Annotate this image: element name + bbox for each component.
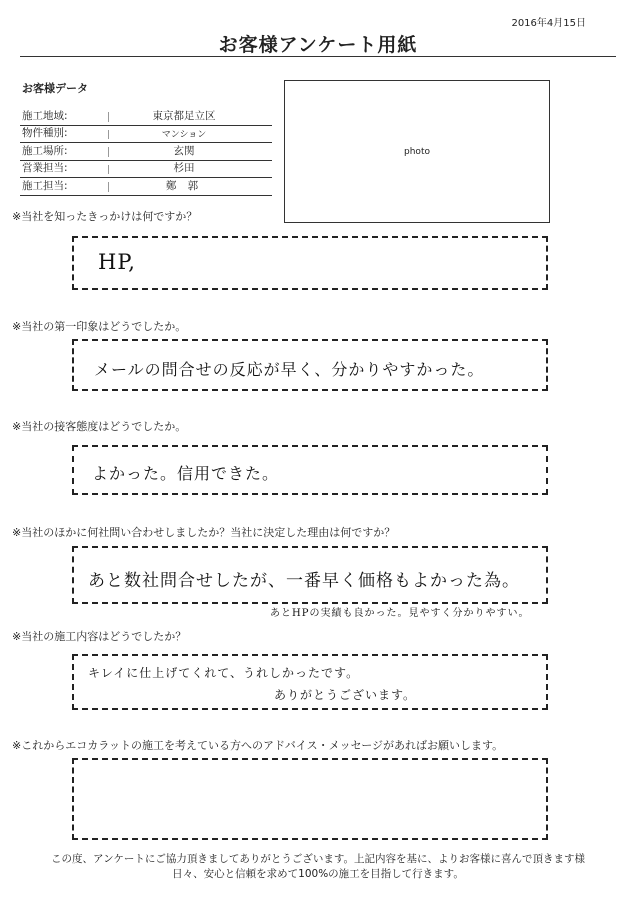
survey-date: 2016年4月15日 (511, 18, 586, 29)
data-value: 杉田 (173, 162, 195, 174)
footer-line-2: 日々、安心と信頼を求めて100%の施工を目指して行きます。 (172, 868, 464, 880)
data-row-sales-rep (20, 161, 272, 179)
data-row-location (20, 143, 272, 161)
photo-label: photo (404, 146, 430, 157)
question-1: ※当社を知ったきっかけは何ですか？ (12, 210, 198, 223)
data-row-installer (20, 178, 272, 196)
photo-placeholder (284, 80, 550, 223)
answer-box-4 (72, 546, 548, 604)
answer-2-text: メールの問合せの反応が早く、分かりやすかった。 (94, 360, 485, 379)
data-label: 施工担当: (22, 179, 68, 192)
question-6: ※これからエコカラットの施工を考えている方へのアドバイス・メッセージがあればお願いします。 (12, 739, 504, 752)
question-3: ※当社の接客態度はどうでしたか。 (12, 420, 187, 433)
question-4: ※当社のほかに何社問い合わせしましたか？当社に決定した理由は何ですか？ (12, 526, 396, 539)
answer-box-5 (72, 654, 548, 710)
data-row-area (20, 108, 272, 126)
answer-5-line2: ありがとうございます。 (274, 688, 417, 702)
answer-box-1 (72, 236, 548, 290)
footer-message (0, 852, 636, 882)
answer-3-text: よかった。信用できた。 (92, 464, 280, 483)
answer-4-text: あと数社問合せしたが、一番早く価格もよかった為。 (88, 571, 520, 591)
answer-1-text: HP, (98, 250, 136, 274)
page-title: お客様アンケート用紙 (218, 34, 418, 56)
data-value-handwritten: 鄭 郭 (165, 179, 203, 192)
data-row-property-type (20, 126, 272, 144)
customer-data-heading: お客様データ (22, 82, 88, 95)
data-label: 営業担当: (22, 162, 68, 174)
data-value: マンション (161, 130, 207, 140)
data-value: 玄関 (173, 144, 195, 157)
answer-box-3 (72, 445, 548, 495)
title-divider (20, 56, 616, 57)
data-value: 東京都足立区 (152, 109, 216, 122)
question-2: ※当社の第一印象はどうでしたか。 (12, 320, 187, 333)
answer-box-6 (72, 758, 548, 840)
answer-4-extra: あとHPの実績も良かった。見やすく分かりやすい。 (270, 608, 530, 619)
data-label: 施工場所: (22, 144, 68, 157)
answer-5-line1: キレイに仕上げてくれて、うれしかったです。 (88, 666, 360, 680)
data-label: 物件種別: (22, 127, 68, 139)
footer-line-1: この度、アンケートにご協力頂きましてありがとうございます。上記内容を基に、よりお客様に喜んで頂きます様 (50, 853, 586, 865)
customer-data-table (20, 108, 272, 196)
data-label: 施工地域: (22, 109, 68, 122)
answer-box-2 (72, 339, 548, 391)
question-5: ※当社の施工内容はどうでしたか？ (12, 630, 187, 643)
